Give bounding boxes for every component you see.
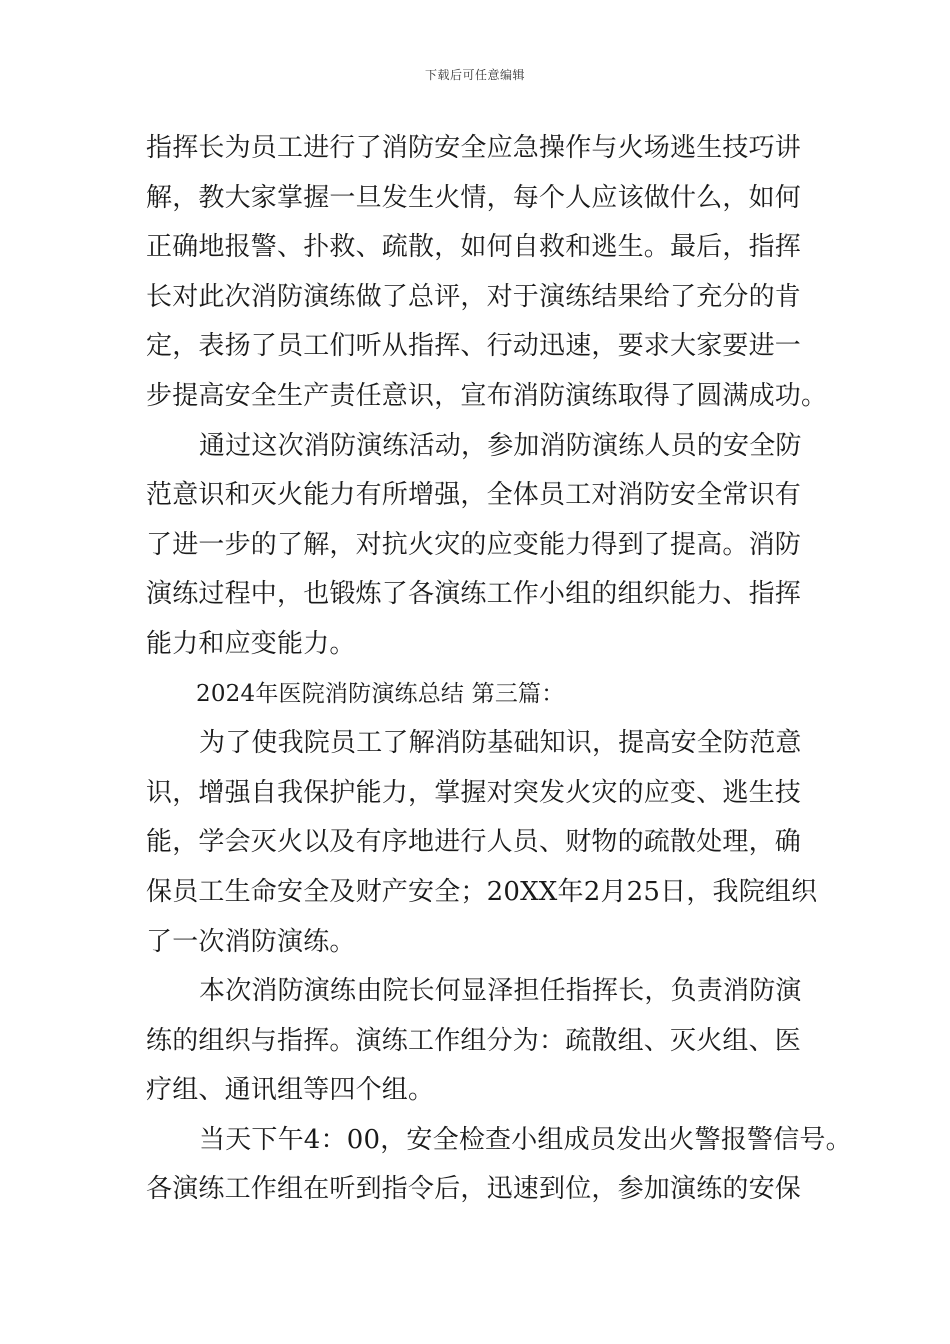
text-line: 正确地报警、扑救、疏散，如何自救和逃生。最后，指挥 [146, 232, 802, 263]
text-line: 步提高安全生产责任意识，宣布消防演练取得了圆满成功。 [146, 380, 828, 411]
text-line: 范意识和灭火能力有所增强，全体员工对消防安全常识有 [146, 480, 802, 511]
text-line: 疗组、通讯组等四个组。 [146, 1075, 435, 1106]
text-line: 演练过程中，也锻炼了各演练工作小组的组织能力、指挥 [146, 579, 802, 610]
text-line: 能力和应变能力。 [146, 628, 356, 659]
text-line: 各演练工作组在听到指令后，迅速到位，参加演练的安保 [146, 1174, 802, 1205]
text-line: 练的组织与指挥。演练工作组分为：疏散组、灭火组、医 [146, 1025, 802, 1056]
text-line: 长对此次消防演练做了总评，对于演练结果给了充分的肯 [146, 281, 802, 312]
page-header: 下载后可任意编辑 [424, 68, 525, 82]
text-line: 能，学会灭火以及有序地进行人员、财物的疏散处理，确 [146, 827, 802, 858]
text-line: 了一次消防演练。 [146, 926, 356, 957]
text-line: 解，教大家掌握一旦发生火情，每个人应该做什么，如何 [146, 182, 802, 213]
text-line: 保员工生命安全及财产安全；20XX年2月25日，我院组织 [146, 876, 818, 907]
text-line: 识，增强自我保护能力，掌握对突发火灾的应变、逃生技 [146, 777, 802, 808]
paragraph-first-line: 通过这次消防演练活动，参加消防演练人员的安全防 [199, 430, 802, 461]
paragraph-first-line: 本次消防演练由院长何显泽担任指挥长，负责消防演 [199, 976, 802, 1007]
document-body [146, 124, 852, 1215]
text-line: 指挥长为员工进行了消防安全应急操作与火场逃生技巧讲 [146, 133, 802, 163]
text-line: 了进一步的了解，对抗火灾的应变能力得到了提高。消防 [146, 529, 802, 560]
section-heading: 2024年医院消防演练总结 第三篇： [196, 680, 565, 707]
paragraph-first-line: 当天下午4：00，安全检查小组成员发出火警报警信号。 [199, 1124, 852, 1155]
paragraph-first-line: 为了使我院员工了解消防基础知识，提高安全防范意 [199, 728, 802, 759]
text-line: 定，表扬了员工们听从指挥、行动迅速，要求大家要进一 [146, 331, 802, 362]
